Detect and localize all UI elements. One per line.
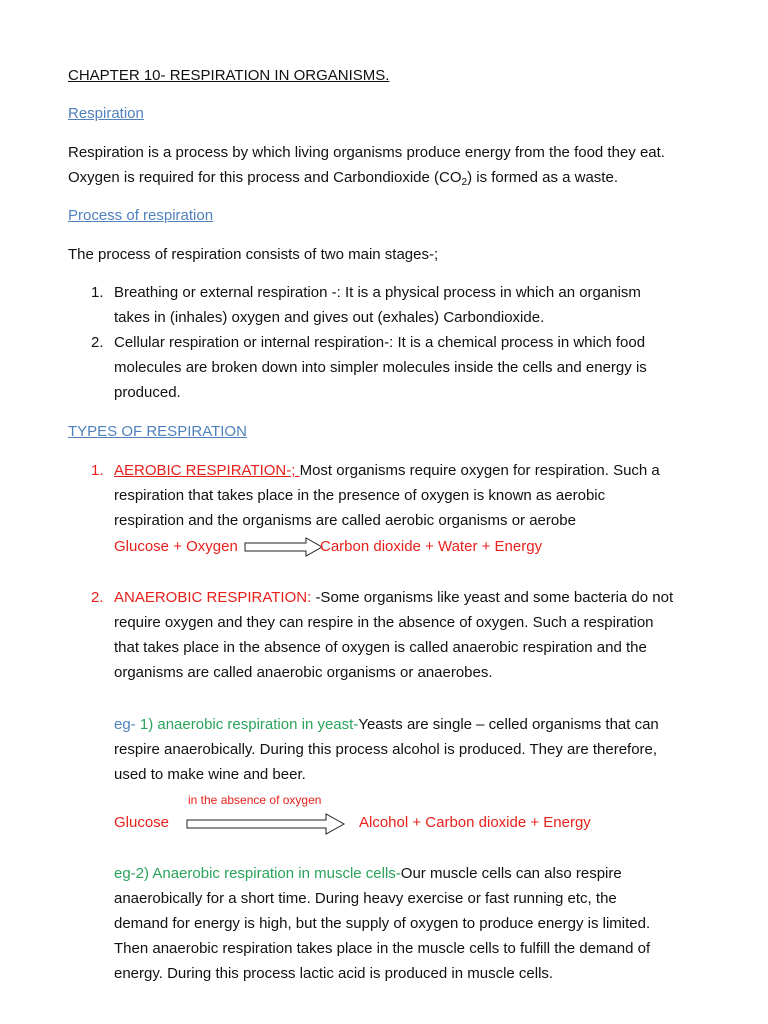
eg1-line-2: respire anaerobically. During this process alcohol is produced. They are therefore, (114, 741, 658, 758)
anaerobic-number: 2. (91, 589, 104, 606)
eg2-line-3: demand for energy is high, but the supply of oxygen to produce energy is limited. (114, 915, 651, 932)
process-item-1-line-1: Breathing or external respiration -: It is a physical process in which an organism (114, 284, 641, 301)
respiration-line-2-post: ) is formed as a waste. (467, 169, 618, 186)
aerobic-line-2: respiration that takes place in the presence of oxygen is known as aerobic (114, 487, 606, 504)
process-item-2-line-1: Cellular respiration or internal respiration-: It is a chemical process in which food (114, 334, 646, 351)
respiration-heading: Respiration (68, 105, 144, 122)
process-item-1-line-2: takes in (inhales) oxygen and gives out (exhales) Carbondioxide. (114, 309, 545, 326)
anaerobic-line-1-text: -Some organisms like yeast and some bacteria do not (315, 589, 674, 606)
eg2-line-1-text: Our muscle cells can also respire (400, 865, 622, 882)
process-item-1-number: 1. (91, 284, 104, 301)
aerobic-label: AEROBIC RESPIRATION-; (114, 462, 300, 479)
aerobic-equation-left: Glucose + Oxygen (114, 538, 238, 555)
eg1-line-3: used to make wine and beer. (114, 766, 306, 783)
co2-subscript: 2 (461, 177, 468, 188)
process-item-2-line-3: produced. (114, 384, 181, 401)
types-heading: TYPES OF RESPIRATION (68, 423, 247, 440)
aerobic-equation-right: Carbon dioxide + Water + Energy (320, 538, 543, 555)
eg2-label: eg-2) Anaerobic respiration in muscle cells- (114, 865, 401, 882)
anaerobic-line-2: require oxygen and they can respire in the absence of oxygen. Such a respiration (114, 614, 654, 631)
anaerobic-line-4: organisms are called anaerobic organisms or anaerobes. (114, 664, 493, 681)
eg2-line-2: anaerobically for a short time. During heavy exercise or fast running etc, the (114, 890, 617, 907)
eg1-equation-right: Alcohol + Carbon dioxide + Energy (359, 814, 591, 831)
anaerobic-label: ANAEROBIC RESPIRATION: (114, 589, 316, 606)
process-intro: The process of respiration consists of two main stages-; (68, 246, 439, 263)
eg1-condition: in the absence of oxygen (188, 793, 322, 807)
respiration-line-1: Respiration is a process by which living organisms produce energy from the food they eat. (68, 144, 665, 161)
eg1-equation-left: Glucose (114, 814, 170, 831)
eg1-line-1 (114, 715, 659, 735)
respiration-line-2-pre: Oxygen is required for this process and Carbondioxide (CO (68, 169, 462, 186)
aerobic-line-3: respiration and the organisms are called aerobic organisms or aerobe (114, 512, 576, 529)
eg1-prefix: eg- (114, 716, 140, 733)
aerobic-line-1-text: Most organisms require oxygen for respiration. Such a (299, 462, 660, 479)
aerobic-arrow-icon (244, 537, 324, 557)
process-heading: Process of respiration (68, 207, 214, 224)
anaerobic-line-3: that takes place in the absence of oxygen is called anaerobic respiration and the (114, 639, 647, 656)
eg1-line-1-text: Yeasts are single – celled organisms that can (358, 716, 659, 733)
chapter-title: CHAPTER 10- RESPIRATION IN ORGANISMS. (68, 67, 390, 84)
anaerobic-line-1 (114, 588, 673, 608)
eg1-label: 1) anaerobic respiration in yeast- (139, 716, 359, 733)
process-item-2-line-2: molecules are broken down into simpler molecules inside the cells and energy is (114, 359, 647, 376)
eg2-line-5: energy. During this process lactic acid is produced in muscle cells. (114, 965, 554, 982)
eg2-line-1 (114, 864, 622, 884)
eg1-arrow-icon (186, 813, 346, 835)
aerobic-line-1 (114, 461, 660, 481)
process-item-2-number: 2. (91, 334, 104, 351)
aerobic-number: 1. (91, 462, 104, 479)
respiration-line-2 (68, 168, 618, 188)
eg2-line-4: Then anaerobic respiration takes place in the muscle cells to fulfill the demand of (114, 940, 651, 957)
